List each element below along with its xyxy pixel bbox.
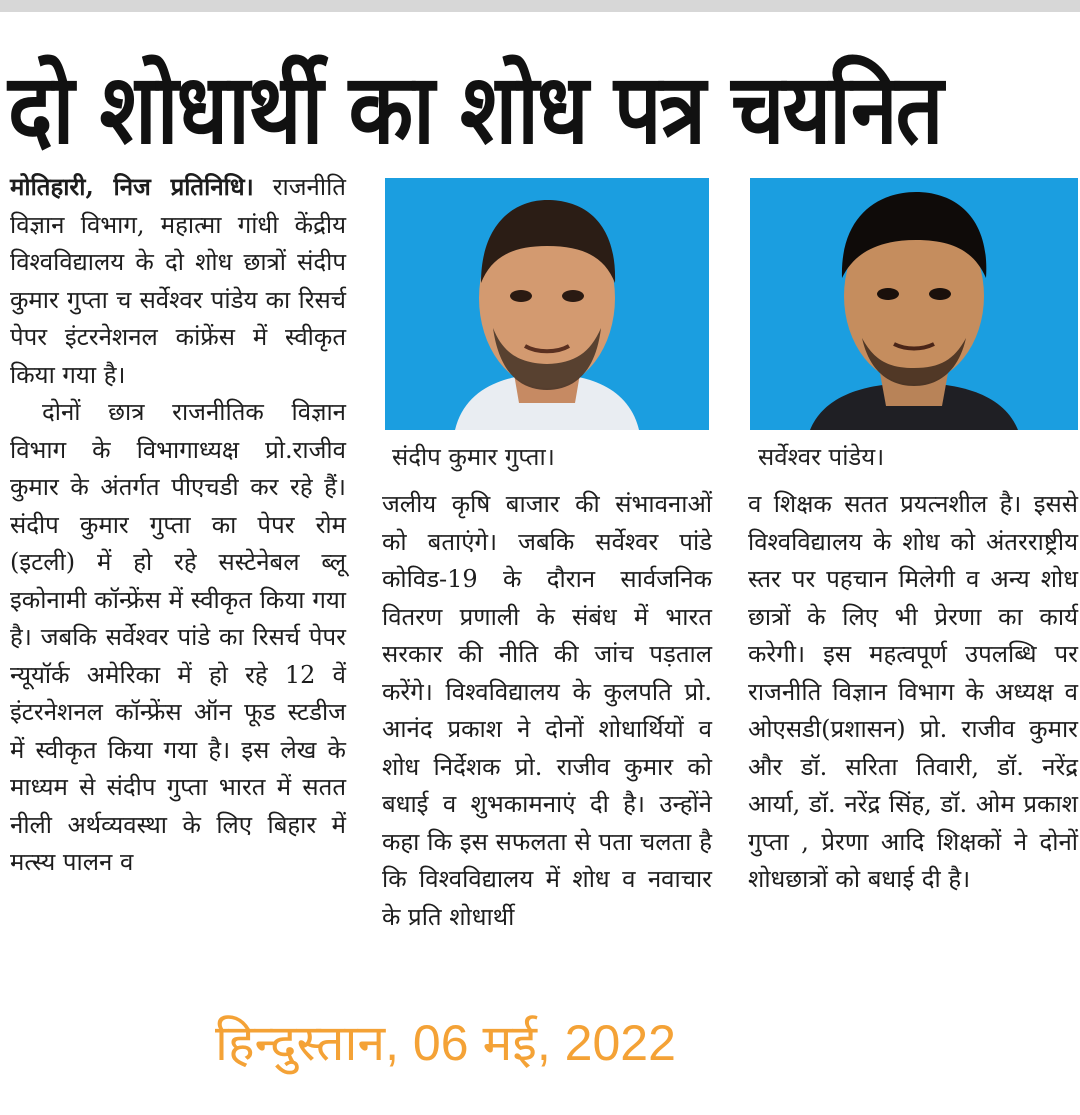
newspaper-source-date: हिन्दुस्तान, 06 मई, 2022	[215, 1015, 676, 1071]
headline: दो शोधार्थी का शोध पत्र चयनित	[8, 52, 942, 166]
photo-caption-1: संदीप कुमार गुप्ता।	[392, 443, 555, 471]
column2-text: जलीय कृषि बाजार की संभावनाओं को बताएंगे। जबकि सर्वेश्वर पांडे कोविड-19 के दौरान सार्वजनिक वितरण प्रणाली के संबंध में भारत सरकार की नीति की जांच पड़ताल करेंगे। विश्वविद्यालय के कुलपति प्रो. आनंद प्रकाश ने दोनों शोधार्थियों व शोध निर्देशक प्रो. राजीव कुमार को बधाई व शुभकामनाएं दी है। उन्होंने कहा कि इस सफलता से पता चलता है कि विश्वविद्यालय में शोध व नवाचार के प्रति शोधार्थी	[382, 490, 712, 931]
column3-text: व शिक्षक सतत प्रयत्नशील है। इससे विश्वविद्यालय के शोध को अंतरराष्ट्रीय स्तर पर पहचान मिलेगी व अन्य शोध छात्रों के लिए भी प्रेरणा का कार्य करेगी। इस महत्वपूर्ण उपलब्धि पर राजनीति विज्ञान विभाग के अध्यक्ष व ओएसडी(प्रशासन) प्रो. राजीव कुमार और डॉ. सरिता तिवारी, डॉ. नरेंद्र आर्या, डॉ. नरेंद्र सिंह, डॉ. ओम प्रकाश गुप्ता , प्रेरणा आदि शिक्षकों ने दोनों शोधछात्रों को बधाई दी है।	[748, 490, 1078, 893]
dateline: मोतिहारी, निज प्रतिनिधि।	[10, 172, 254, 201]
column1-paragraph-2: दोनों छात्र राजनीतिक विज्ञान विभाग के विभागाध्यक्ष प्रो.राजीव कुमार के अंतर्गत पीएचडी कर रहे हैं। संदीप कुमार गुप्ता का पेपर रोम (इटली) में हो रहे सस्टेनेबल ब्लू इकोनामी कॉन्फ्रेंस में स्वीकृत किया गया है। जबकि सर्वेश्वर पांडे का रिसर्च पेपर न्यूयॉर्क अमेरिका में हो रहे 12 वें इंटरनेशनल कॉन्फ्रेंस ऑन फूड स्टडीज में स्वीकृत किया गया है। इस लेख के माध्यम से संदीप गुप्ता भारत में सतत नीली अर्थव्यवस्था के लिए बिहार में मत्स्य पालन व	[10, 398, 346, 876]
portrait-image	[385, 178, 709, 430]
top-border	[0, 0, 1080, 12]
article-column-3	[748, 486, 1078, 899]
photo-sandeep-kumar-gupta	[385, 178, 709, 430]
article-column-2	[382, 486, 712, 936]
photo-sarveshwar-pandey	[750, 178, 1078, 430]
column1-paragraph-1: राजनीति विज्ञान विभाग, महात्मा गांधी केंद्रीय विश्वविद्यालय के दो शोध छात्रों संदीप कुमार गुप्ता च सर्वेश्वर पांडेय का रिसर्च पेपर इंटरनेशनल कांफ्रेंस में स्वीकृत किया गया है।	[10, 173, 346, 389]
portrait-image	[750, 178, 1078, 430]
article-column-1	[10, 168, 346, 882]
photo-caption-2: सर्वेश्वर पांडेय।	[758, 443, 885, 471]
